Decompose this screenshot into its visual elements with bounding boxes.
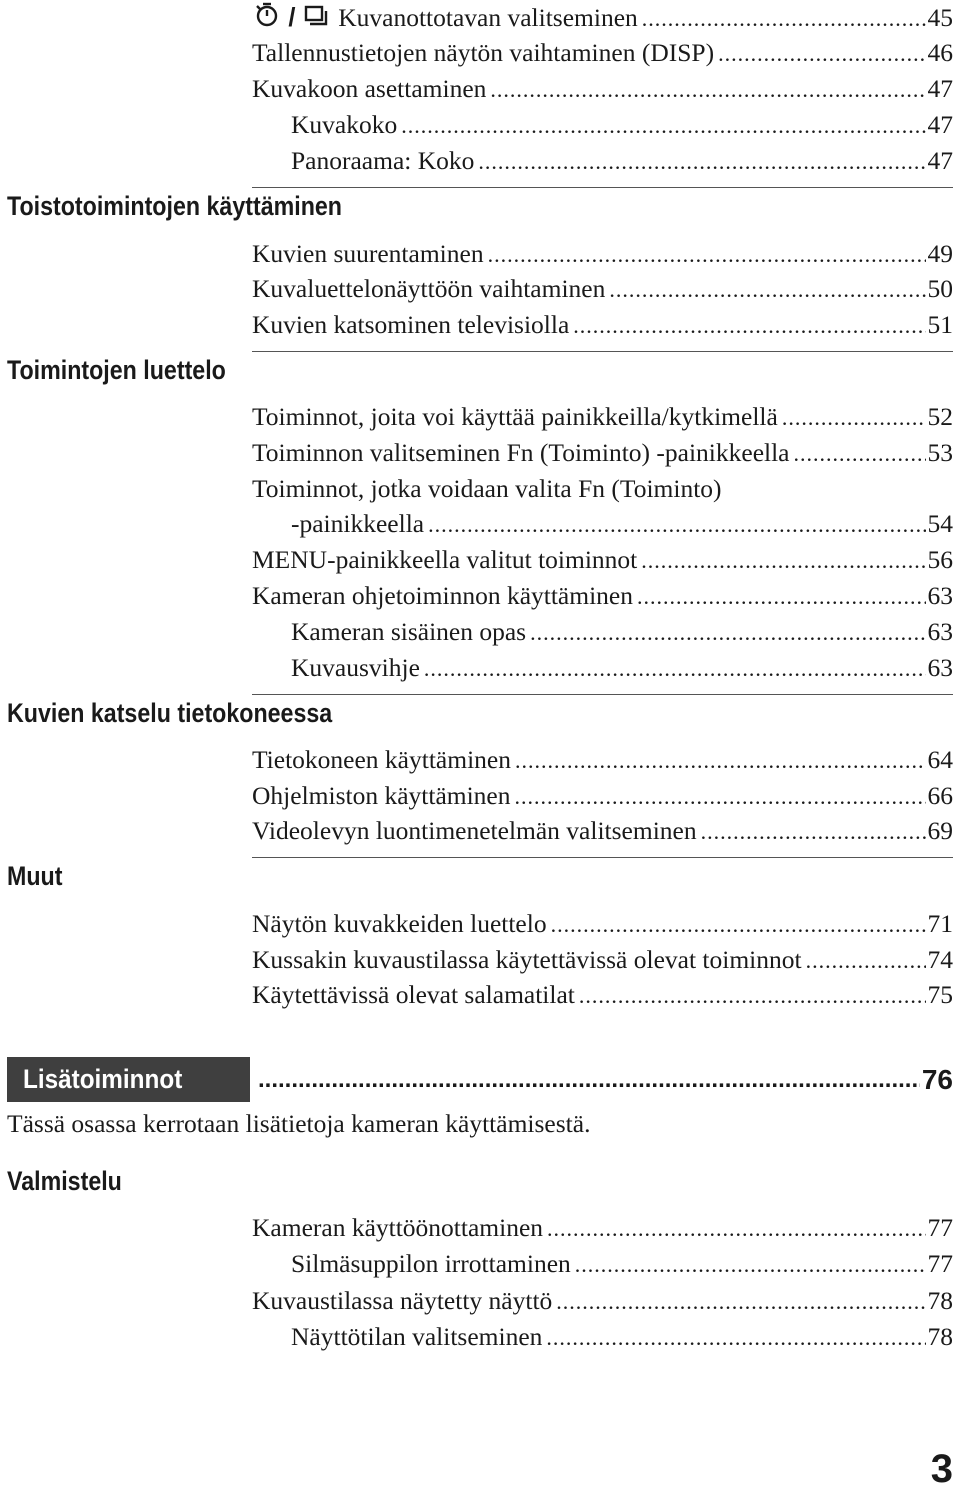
leader-dots [641, 543, 925, 579]
toc-entry-text: Kuvakoon asettaminen [252, 74, 487, 103]
leader-dots [488, 237, 926, 273]
toc-entry-text: Videolevyn luontimenetelmän valitseminen [252, 816, 697, 845]
toc-entry[interactable] [252, 236, 953, 272]
toc-subentry[interactable] [291, 143, 953, 179]
toc-entry-page: 45 [927, 3, 953, 32]
toc-entry-continued[interactable] [291, 506, 953, 542]
leader-dots [794, 436, 926, 472]
section-heading: Muut [7, 861, 63, 891]
toc-entry-text: Kussakin kuvaustilassa käytettävissä olevat toiminnot [252, 945, 802, 974]
toc-entry[interactable] [252, 977, 953, 1013]
toc-subentry[interactable] [291, 1319, 953, 1355]
toc-entry[interactable] [252, 906, 953, 942]
toc-entry-text: Tietokoneen käyttäminen [252, 745, 511, 774]
toc-entry-text: Toiminnot, joita voi käyttää painikkeilla/kytkimellä [252, 402, 778, 431]
toc-entry-page: 66 [927, 781, 953, 810]
toc-entry-text: Näyttötilan valitseminen [291, 1322, 543, 1351]
toc-entry-page: 47 [927, 110, 953, 139]
toc-entry[interactable] [252, 1283, 953, 1319]
toc-entry-text: Kuvien suurentaminen [252, 239, 484, 268]
toc-entry-page: 78 [927, 1286, 953, 1315]
toc-entry-page: 47 [927, 146, 953, 175]
toc-entry-text: MENU-painikkeella valitut toiminnot [252, 545, 638, 574]
leader-dots [490, 72, 925, 108]
chapter-title-bar[interactable] [7, 1057, 250, 1102]
toc-entry-page: 52 [927, 402, 953, 431]
toc-entry-page: 53 [927, 438, 953, 467]
section-rule [252, 351, 953, 352]
leader-dots [642, 1, 926, 37]
toc-entry-text: -painikkeella [291, 509, 425, 538]
toc-entry-text: Panoraama: Koko [291, 146, 475, 175]
toc-entry-text: Toiminnon valitseminen Fn (Toiminto) -painikkeella [252, 438, 790, 467]
leader-dots [401, 108, 925, 144]
toc-entry-text: Kuvakoko [291, 110, 398, 139]
leader-dots [424, 651, 926, 687]
toc-entry-page: 56 [927, 545, 953, 574]
toc-entry-page: 54 [927, 509, 953, 538]
leader-dots [515, 779, 926, 815]
leader-dots [546, 1320, 925, 1356]
toc-entry-page: 75 [927, 980, 953, 1009]
toc-entry[interactable] [252, 542, 953, 578]
leader-dots [718, 36, 925, 72]
section-heading: Kuvien katselu tietokoneessa [7, 698, 333, 728]
toc-entry-page: 78 [927, 1322, 953, 1351]
toc-entry-text: Kuvien katsominen televisiolla [252, 310, 570, 339]
leader-dots [547, 1211, 925, 1247]
toc-entry[interactable] [252, 778, 953, 814]
toc-entry-page: 71 [927, 909, 953, 938]
toc-entry-page: 63 [927, 617, 953, 646]
toc-entry-page: 47 [927, 74, 953, 103]
toc-entry-text: Silmäsuppilon irrottaminen [291, 1249, 571, 1278]
chapter-description: Tässä osassa kerrotaan lisätietoja kameran käyttämisestä. [7, 1109, 591, 1138]
leader-dots [575, 1247, 926, 1283]
toc-entry-text-line1[interactable]: Toiminnot, jotka voidaan valita Fn (Toiminto) [252, 474, 722, 503]
toc-entry-text: Kameran sisäinen opas [291, 617, 527, 646]
toc-entry[interactable] [252, 1210, 953, 1246]
leader-dots [782, 400, 926, 436]
leader-dots [579, 978, 926, 1014]
toc-entry[interactable] [252, 942, 953, 978]
leader-dots [609, 272, 925, 308]
leader-dots [478, 144, 925, 180]
icon-separator: / [288, 4, 296, 32]
toc-entry-page: 51 [927, 310, 953, 339]
page-number: 3 [930, 1447, 953, 1491]
leader-dots [806, 943, 926, 979]
toc-entry[interactable] [252, 813, 953, 849]
section-rule [252, 694, 953, 695]
toc-entry[interactable] [252, 307, 953, 343]
toc-entry-page: 46 [927, 38, 953, 67]
toc-entry-text: Kuvanottotavan valitseminen [338, 3, 638, 32]
leader-dots [428, 507, 925, 543]
toc-entry[interactable] [252, 742, 953, 778]
toc-entry-text: Kameran ohjetoiminnon käyttäminen [252, 581, 633, 610]
toc-entry-page: 49 [927, 239, 953, 268]
toc-subentry[interactable] [291, 650, 953, 686]
toc-entry-text: Kuvaustilassa näytetty näyttö [252, 1286, 553, 1315]
leader-dots [573, 308, 925, 344]
toc-entry-text: Ohjelmiston käyttäminen [252, 781, 511, 810]
toc-entry[interactable] [252, 578, 953, 614]
toc-subentry[interactable] [291, 107, 953, 143]
chapter-leader-dots [258, 1060, 920, 1100]
chapter-title: Lisätoiminnot [23, 1064, 183, 1094]
toc-entry-page: 64 [927, 745, 953, 774]
toc-entry[interactable] [252, 271, 953, 307]
toc-entry-page: 74 [927, 945, 953, 974]
toc-subentry[interactable] [291, 1246, 953, 1282]
section-rule [252, 187, 953, 188]
chapter-page: 76 [921, 1064, 953, 1095]
section-heading: Valmistelu [7, 1166, 122, 1196]
section-rule [252, 857, 953, 858]
toc-entry[interactable] [252, 399, 953, 435]
toc-entry-page: 63 [927, 581, 953, 610]
toc-entry-text: Näytön kuvakkeiden luettelo [252, 909, 547, 938]
toc-entry-page: 50 [927, 274, 953, 303]
leader-dots [551, 907, 926, 943]
toc-entry-text: Kuvaluettelonäyttöön vaihtaminen [252, 274, 606, 303]
leader-dots [637, 579, 926, 615]
section-heading: Toimintojen luettelo [7, 355, 226, 385]
toc-entry[interactable] [252, 35, 953, 71]
leader-dots [530, 615, 925, 651]
toc-entry-page: 63 [927, 653, 953, 682]
toc-subentry[interactable] [291, 614, 953, 650]
toc-entry-drive-mode[interactable] [252, 0, 953, 36]
toc-entry-text: Tallennustietojen näytön vaihtaminen (DISP) [252, 38, 715, 67]
toc-entry-text: Käytettävissä olevat salamatilat [252, 980, 575, 1009]
toc-entry-page: 69 [927, 816, 953, 845]
leader-dots [556, 1284, 925, 1320]
toc-entry[interactable] [252, 71, 953, 107]
leader-dots [701, 814, 926, 850]
toc-entry-page: 77 [927, 1249, 953, 1278]
section-heading: Toistotoimintojen käyttäminen [7, 191, 342, 221]
leader-dots [515, 743, 926, 779]
toc-entry-text: Kameran käyttöönottaminen [252, 1213, 544, 1242]
toc-entry-page: 77 [927, 1213, 953, 1242]
toc-entry[interactable] [252, 435, 953, 471]
toc-entry-text: Kuvausvihje [291, 653, 420, 682]
